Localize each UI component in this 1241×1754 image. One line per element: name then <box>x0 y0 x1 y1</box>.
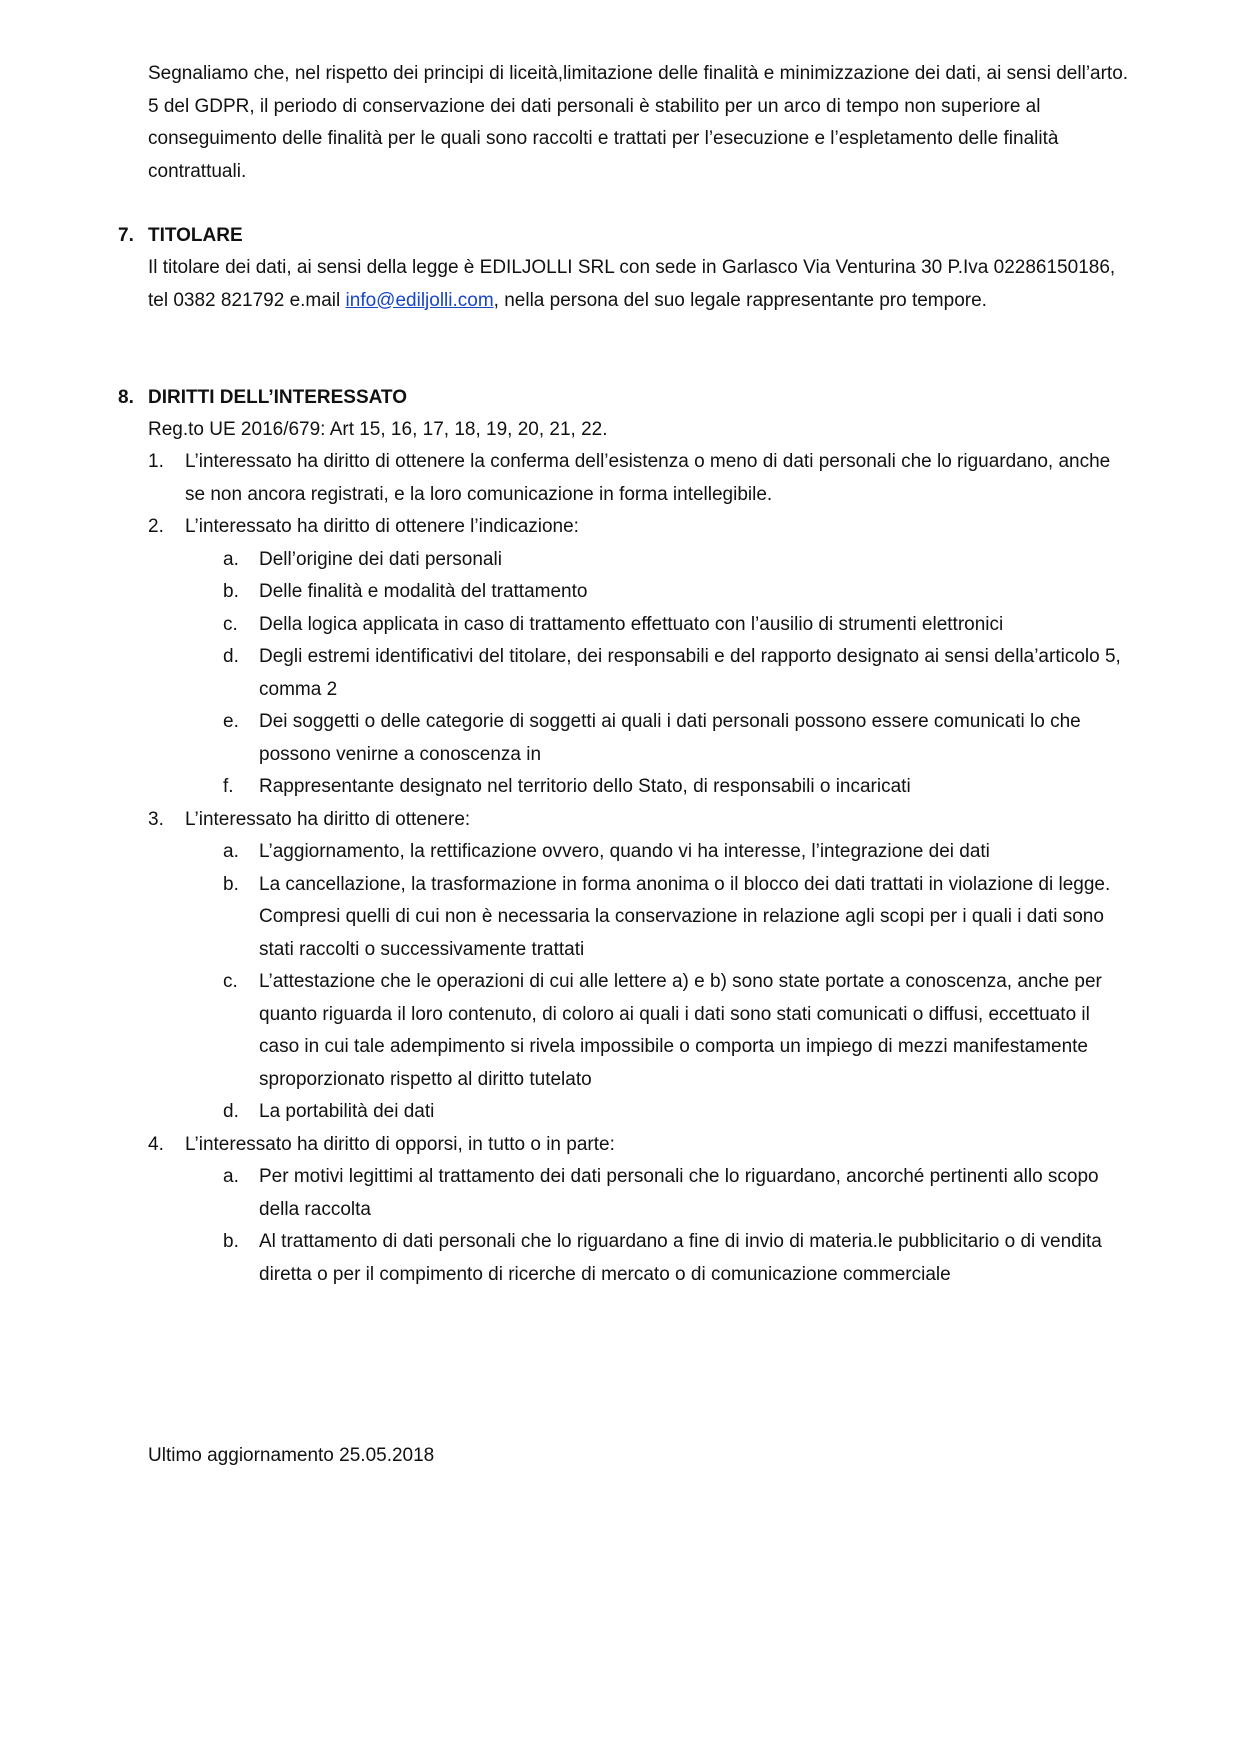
rights-subitem-text: Della logica applicata in caso di trattamento effettuato con l’ausilio di strumenti elettronici <box>259 613 1004 635</box>
section-7-heading <box>118 220 243 253</box>
rights-subitem-marker: b. <box>223 581 239 602</box>
rights-subitem-text: L’aggiornamento, la rettificazione ovvero, quando vi ha interesse, l’integrazione dei dati <box>259 841 990 862</box>
rights-subitem-marker: b. <box>223 873 239 895</box>
rights-subitem <box>148 1096 1133 1129</box>
rights-item <box>148 446 1133 511</box>
rights-item-text: L’interessato ha diritto di ottenere la conferma dell’esistenza o meno di dati personali che lo riguardano, anche se non ancora registrati, e la loro comunicazione in forma intellegibile. <box>185 451 1111 505</box>
section-8-heading <box>118 382 407 415</box>
rights-subitem <box>148 1226 1133 1291</box>
rights-subitem <box>148 544 1133 577</box>
rights-subitem <box>148 609 1133 642</box>
rights-subitem-marker: d. <box>223 1101 239 1122</box>
rights-subitem-text: Dei soggetti o delle categorie di soggetti ai quali i dati personali possono essere comunicati lo che possono venirne a conoscenza in <box>259 711 1081 765</box>
rights-item <box>148 804 1133 837</box>
intro-paragraph: Segnaliamo che, nel rispetto dei principi di liceità,limitazione delle finalità e minimizzazione dei dati, ai sensi dell’arto. 5 del GDPR, il periodo di conservazione dei dati personali è stabilito per un arco di tempo non superiore al conseguimento delle finalità per le quali sono raccolti e trattati per l’esecuzione e l’espletamento delle finalità contrattuali. <box>148 63 1129 182</box>
rights-subitem-text: Per motivi legittimi al trattamento dei dati personali che lo riguardano, ancorché pertinenti allo scopo della raccolta <box>259 1166 1099 1220</box>
rights-subitem-marker: a. <box>223 1166 239 1187</box>
rights-subitem <box>148 576 1133 609</box>
rights-subitem <box>148 869 1133 967</box>
rights-subitem-marker: c. <box>223 971 238 992</box>
rights-subitem-text: Delle finalità e modalità del trattamento <box>259 581 588 602</box>
rights-subitem-text: L’attestazione che le operazioni di cui alle lettere a) e b) sono state portate a conoscenza, anche per quanto riguarda il loro contenuto, di coloro ai quali i dati sono stati comunicati o diffusi, eccettuato il caso in cui tale adempimento si rivela impossibile o comporta un impiego di mezzi manifestamente sproporzionato rispetto al diritto tutelato <box>259 971 1102 1090</box>
rights-item-text: L’interessato ha diritto di opporsi, in tutto o in parte: <box>185 1133 615 1155</box>
email-link[interactable]: info@ediljolli.com <box>345 289 494 311</box>
regulation-reference: Reg.to UE 2016/679: Art 15, 16, 17, 18, 19, 20, 21, 22. <box>148 419 608 440</box>
rights-subitem-text: Degli estremi identificativi del titolare, dei responsabili e del rapporto designato ai sensi della’articolo 5, comma 2 <box>259 646 1121 700</box>
rights-item-marker: 1. <box>148 451 164 472</box>
rights-subitem-marker: a. <box>223 548 239 570</box>
rights-item-marker: 2. <box>148 516 164 537</box>
section-7-number: 7. <box>118 225 134 246</box>
rights-item <box>148 511 1133 544</box>
rights-subitem <box>148 641 1133 706</box>
rights-subitem-text: Dell’origine dei dati personali <box>259 548 502 570</box>
rights-subitem <box>148 771 1133 804</box>
rights-subitem-marker: e. <box>223 711 239 732</box>
rights-subitem-text: Rappresentante designato nel territorio dello Stato, di responsabili o incaricati <box>259 776 911 797</box>
rights-item-marker: 3. <box>148 808 164 830</box>
section-7-text-before-email: Il titolare dei dati, ai sensi della legge è EDILJOLLI SRL con sede in Garlasco Via Venturina 30 P.Iva 02286150186, tel 0382 821792 e.mail <box>148 257 1116 311</box>
section-8-number: 8. <box>118 387 134 408</box>
rights-subitem <box>148 966 1133 1096</box>
section-7-paragraph <box>148 252 1133 317</box>
rights-subitem-marker: b. <box>223 1231 239 1252</box>
rights-item-text: L’interessato ha diritto di ottenere: <box>185 808 471 830</box>
rights-subitem <box>148 836 1133 869</box>
section-7-title: TITOLARE <box>148 225 243 246</box>
rights-subitem-text: La portabilità dei dati <box>259 1101 435 1122</box>
rights-subitem-marker: d. <box>223 646 239 667</box>
rights-subitem-marker: f. <box>223 776 234 797</box>
rights-item-marker: 4. <box>148 1133 164 1155</box>
rights-subitem-text: Al trattamento di dati personali che lo riguardano a fine di invio di materia.le pubblicitario o di vendita diretta o per il compimento di ricerche di mercato o di comunicazione commerciale <box>259 1231 1102 1285</box>
rights-item <box>148 1129 1133 1162</box>
rights-list <box>148 446 1133 1291</box>
rights-subitem-text: La cancellazione, la trasformazione in forma anonima o il blocco dei dati trattati in violazione di legge. Compresi quelli di cui non è necessaria la conservazione in relazione agli scopi per i quali i dati sono stati raccolti o successivamente trattati <box>259 873 1111 960</box>
rights-subitem-marker: c. <box>223 613 238 635</box>
rights-subitem-marker: a. <box>223 841 239 862</box>
rights-subitem <box>148 1161 1133 1226</box>
last-update: Ultimo aggiornamento 25.05.2018 <box>148 1445 435 1466</box>
section-7-text-after-email: , nella persona del suo legale rappresentante pro tempore. <box>493 289 987 311</box>
rights-item-text: L’interessato ha diritto di ottenere l’indicazione: <box>185 516 579 537</box>
rights-subitem <box>148 706 1133 771</box>
section-8-title: DIRITTI DELL’INTERESSATO <box>148 387 407 408</box>
